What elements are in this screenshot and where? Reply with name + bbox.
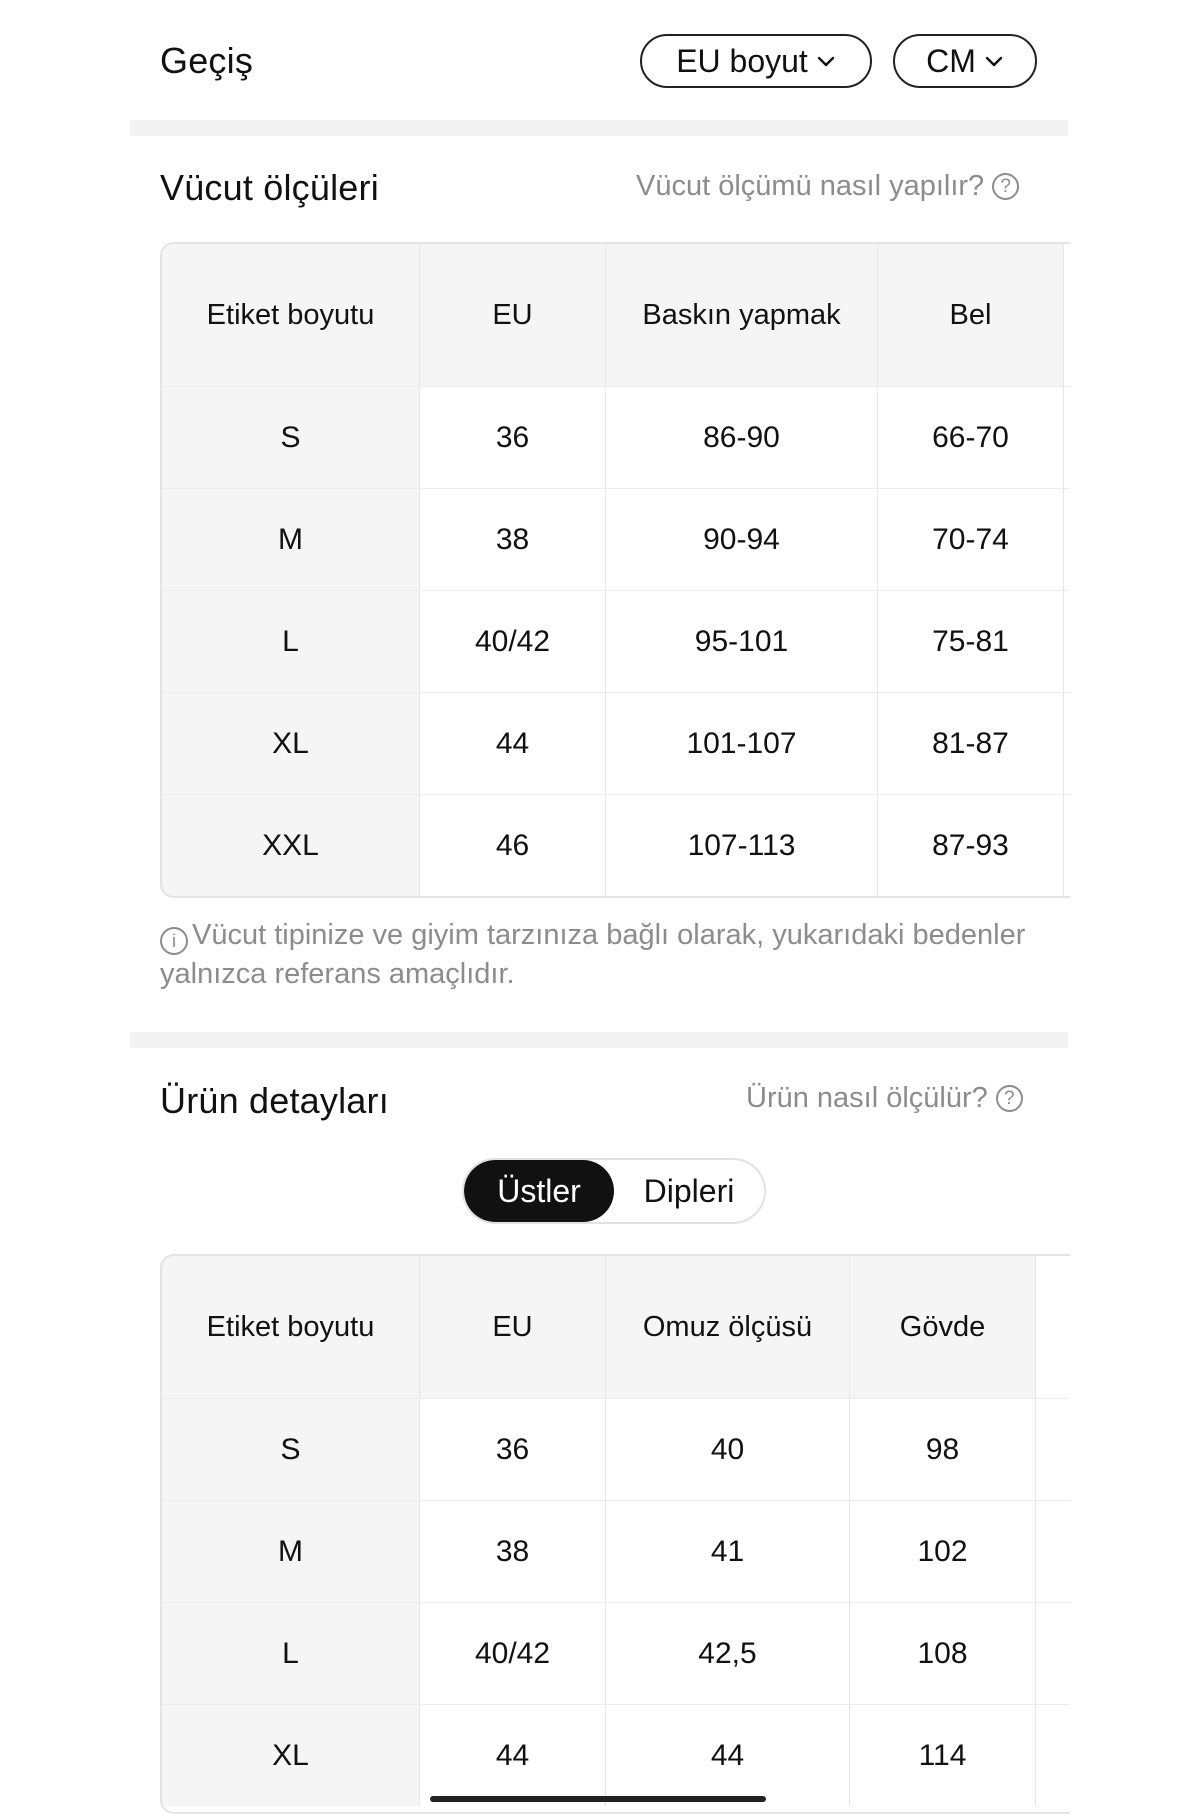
product-details-table xyxy=(160,1254,1070,1814)
reference-note-text: Vücut tipinize ve giyim tarzınıza bağlı olarak, yukarıdaki bedenler yalnızca referans amaçlıdır. xyxy=(160,919,1026,990)
column-header: EU xyxy=(420,244,606,386)
size-label-cell: XXL xyxy=(162,795,420,896)
table-row xyxy=(162,488,1070,590)
product-measure-help-link[interactable] xyxy=(746,1082,1023,1115)
eu-cell: 38 xyxy=(420,489,606,590)
bust-cell: 107-113 xyxy=(606,795,878,896)
table-row xyxy=(162,1500,1070,1602)
product-measure-help-text: Ürün nasıl ölçülür? xyxy=(746,1082,988,1114)
body-cell: 98 xyxy=(850,1399,1036,1500)
eu-cell: 44 xyxy=(420,1705,606,1806)
tab-bottoms[interactable]: Dipleri xyxy=(643,1172,735,1209)
body-measurements-title: Vücut ölçüleri xyxy=(160,167,379,208)
bust-cell: 101-107 xyxy=(606,693,878,794)
section-divider xyxy=(130,1032,1068,1048)
eu-cell: 36 xyxy=(420,1399,606,1500)
size-label-cell: S xyxy=(162,1399,420,1500)
column-header: Omuz ölçüsü xyxy=(606,1256,850,1398)
chevron-down-icon xyxy=(816,51,836,71)
body-cell: 102 xyxy=(850,1501,1036,1602)
section-divider xyxy=(130,120,1068,136)
shoulder-cell: 41 xyxy=(606,1501,850,1602)
body-cell: 114 xyxy=(850,1705,1036,1806)
table-row xyxy=(162,1602,1070,1704)
reference-note xyxy=(160,916,1060,993)
table-row xyxy=(162,794,1070,896)
table-row xyxy=(162,386,1070,488)
table-row xyxy=(162,1704,1070,1806)
table-header-row xyxy=(162,1256,1070,1398)
size-label-cell: L xyxy=(162,591,420,692)
size-label-cell: L xyxy=(162,1603,420,1704)
eu-cell: 40/42 xyxy=(420,591,606,692)
tab-tops[interactable]: Üstler xyxy=(464,1160,614,1222)
table-header-row xyxy=(162,244,1070,386)
body-measure-help-link[interactable] xyxy=(636,170,1019,203)
eu-cell: 38 xyxy=(420,1501,606,1602)
question-circle-icon: ? xyxy=(996,1085,1023,1112)
unit-label: CM xyxy=(926,42,976,79)
size-system-label: EU boyut xyxy=(676,42,808,79)
question-circle-icon: ? xyxy=(992,173,1019,200)
eu-cell: 44 xyxy=(420,693,606,794)
eu-cell: 46 xyxy=(420,795,606,896)
column-header: EU xyxy=(420,1256,606,1398)
column-header: Etiket boyutu xyxy=(162,1256,420,1398)
bust-cell: 90-94 xyxy=(606,489,878,590)
table-row xyxy=(162,1398,1070,1500)
page-title: Geçiş xyxy=(160,40,254,81)
unit-dropdown[interactable] xyxy=(893,34,1037,88)
eu-cell: 36 xyxy=(420,387,606,488)
body-measure-help-text: Vücut ölçümü nasıl yapılır? xyxy=(636,170,985,202)
waist-cell: 87-93 xyxy=(878,795,1064,896)
body-measurements-table xyxy=(160,242,1070,898)
size-label-cell: XL xyxy=(162,1705,420,1806)
column-header: Baskın yapmak xyxy=(606,244,878,386)
waist-cell: 81-87 xyxy=(878,693,1064,794)
horizontal-scrollbar[interactable] xyxy=(430,1796,766,1802)
shoulder-cell: 42,5 xyxy=(606,1603,850,1704)
info-icon: i xyxy=(160,927,188,955)
waist-cell: 66-70 xyxy=(878,387,1064,488)
table-row xyxy=(162,692,1070,794)
size-label-cell: XL xyxy=(162,693,420,794)
size-label-cell: S xyxy=(162,387,420,488)
size-system-dropdown[interactable] xyxy=(640,34,872,88)
body-cell: 108 xyxy=(850,1603,1036,1704)
chevron-down-icon xyxy=(984,51,1004,71)
waist-cell: 75-81 xyxy=(878,591,1064,692)
bust-cell: 95-101 xyxy=(606,591,878,692)
product-details-title: Ürün detayları xyxy=(160,1080,389,1121)
waist-cell: 70-74 xyxy=(878,489,1064,590)
eu-cell: 40/42 xyxy=(420,1603,606,1704)
column-header: Bel xyxy=(878,244,1064,386)
column-header: Etiket boyutu xyxy=(162,244,420,386)
size-label-cell: M xyxy=(162,489,420,590)
bust-cell: 86-90 xyxy=(606,387,878,488)
table-row xyxy=(162,590,1070,692)
column-header: Gövde xyxy=(850,1256,1036,1398)
garment-type-toggle[interactable] xyxy=(462,1158,766,1224)
shoulder-cell: 44 xyxy=(606,1705,850,1806)
size-label-cell: M xyxy=(162,1501,420,1602)
shoulder-cell: 40 xyxy=(606,1399,850,1500)
